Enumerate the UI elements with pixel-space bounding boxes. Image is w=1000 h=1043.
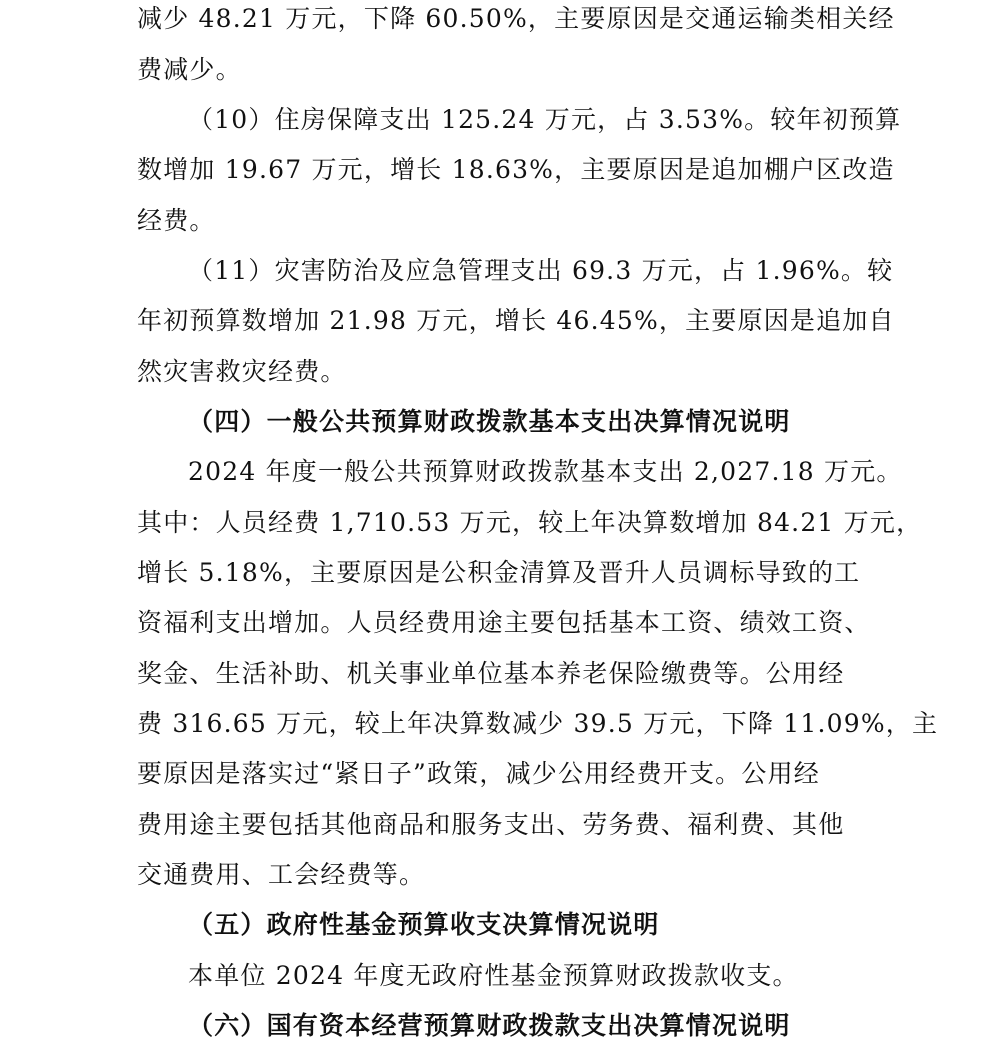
section-heading: （五）政府性基金预算收支决算情况说明 xyxy=(188,910,660,939)
paragraph-line: 要原因是落实过“紧日子”政策，减少公用经费开支。公用经 xyxy=(137,759,820,788)
paragraph-line: 本单位 2024 年度无政府性基金预算财政拨款收支。 xyxy=(188,961,799,990)
paragraph-line: 减少 48.21 万元，下降 60.50%，主要原因是交通运输类相关经 xyxy=(137,4,895,33)
paragraph-line: 其中：人员经费 1,710.53 万元，较上年决算数增加 84.21 万元， xyxy=(137,508,923,537)
section-heading: （六）国有资本经营预算财政拨款支出决算情况说明 xyxy=(188,1011,791,1040)
paragraph-line: 费 316.65 万元，较上年决算数减少 39.5 万元，下降 11.09%，主 xyxy=(137,709,939,738)
paragraph-line: 资福利支出增加。人员经费用途主要包括基本工资、绩效工资、 xyxy=(137,608,871,637)
paragraph-line: 费用途主要包括其他商品和服务支出、劳务费、福利费、其他 xyxy=(137,810,845,839)
paragraph-line: 然灾害救灾经费。 xyxy=(137,357,347,386)
paragraph-line: （10）住房保障支出 125.24 万元，占 3.53%。较年初预算 xyxy=(188,105,902,134)
section-heading: （四）一般公共预算财政拨款基本支出决算情况说明 xyxy=(188,407,791,436)
paragraph-line: 费减少。 xyxy=(137,55,242,84)
paragraph-line: 交通费用、工会经费等。 xyxy=(137,860,426,889)
paragraph-line: 年初预算数增加 21.98 万元，增长 46.45%，主要原因是追加自 xyxy=(137,306,895,335)
paragraph-line: 奖金、生活补助、机关事业单位基本养老保险缴费等。公用经 xyxy=(137,659,845,688)
paragraph-line: 数增加 19.67 万元，增长 18.63%，主要原因是追加棚户区改造 xyxy=(137,155,895,184)
paragraph-line: （11）灾害防治及应急管理支出 69.3 万元，占 1.96%。较 xyxy=(188,256,894,285)
paragraph-line: 2024 年度一般公共预算财政拨款基本支出 2,027.18 万元。 xyxy=(188,457,903,486)
paragraph-line: 增长 5.18%，主要原因是公积金清算及晋升人员调标导致的工 xyxy=(137,558,861,587)
paragraph-line: 经费。 xyxy=(137,206,216,235)
